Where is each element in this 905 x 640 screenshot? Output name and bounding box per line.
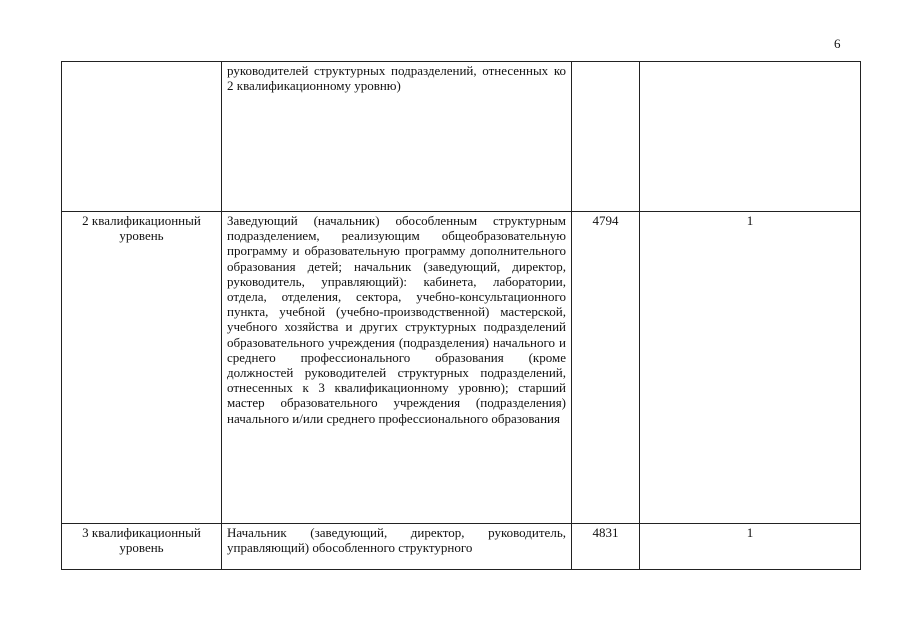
table-row xyxy=(62,62,861,212)
qualification-table xyxy=(61,61,861,570)
coefficient-cell: 1 xyxy=(640,212,861,524)
value-cell: 4794 xyxy=(572,212,640,524)
value-cell: 4831 xyxy=(572,524,640,570)
table-row xyxy=(62,524,861,570)
value-cell xyxy=(572,62,640,212)
level-cell: 3 квалификационный уровень xyxy=(62,524,222,570)
position-description-cell: руководителей структурных подразделений, отнесенных ко 2 квалификационному уровню) xyxy=(222,62,572,212)
table-row xyxy=(62,212,861,524)
coefficient-cell: 1 xyxy=(640,524,861,570)
coefficient-cell xyxy=(640,62,861,212)
page-number: 6 xyxy=(834,36,841,51)
level-cell: 2 квалификационный уровень xyxy=(62,212,222,524)
level-cell xyxy=(62,62,222,212)
position-description-cell: Заведующий (начальник) обособленным структурным подразделением, реализующим общеобразовательную программу и образовательную программу дополнительного образования детей; начальник (заведующий, директор, руководитель, управляющий): кабинета, лаборатории, отдела, отделения, сектора, учебно-консультационного пункта, учебной (учебно-производственной) мастерской, учебного хозяйства и других структурных подразделений образовательного учреждения (подразделения) начального и среднего профессионального образования (кроме должностей руководителей структурных подразделений, отнесенных к 3 квалификационному уровню); старший мастер образовательного учреждения (подразделения) начального и/или среднего профессионального образования xyxy=(222,212,572,524)
position-description-cell: Начальник (заведующий, директор, руководитель, управляющий) обособленного структурного xyxy=(222,524,572,570)
